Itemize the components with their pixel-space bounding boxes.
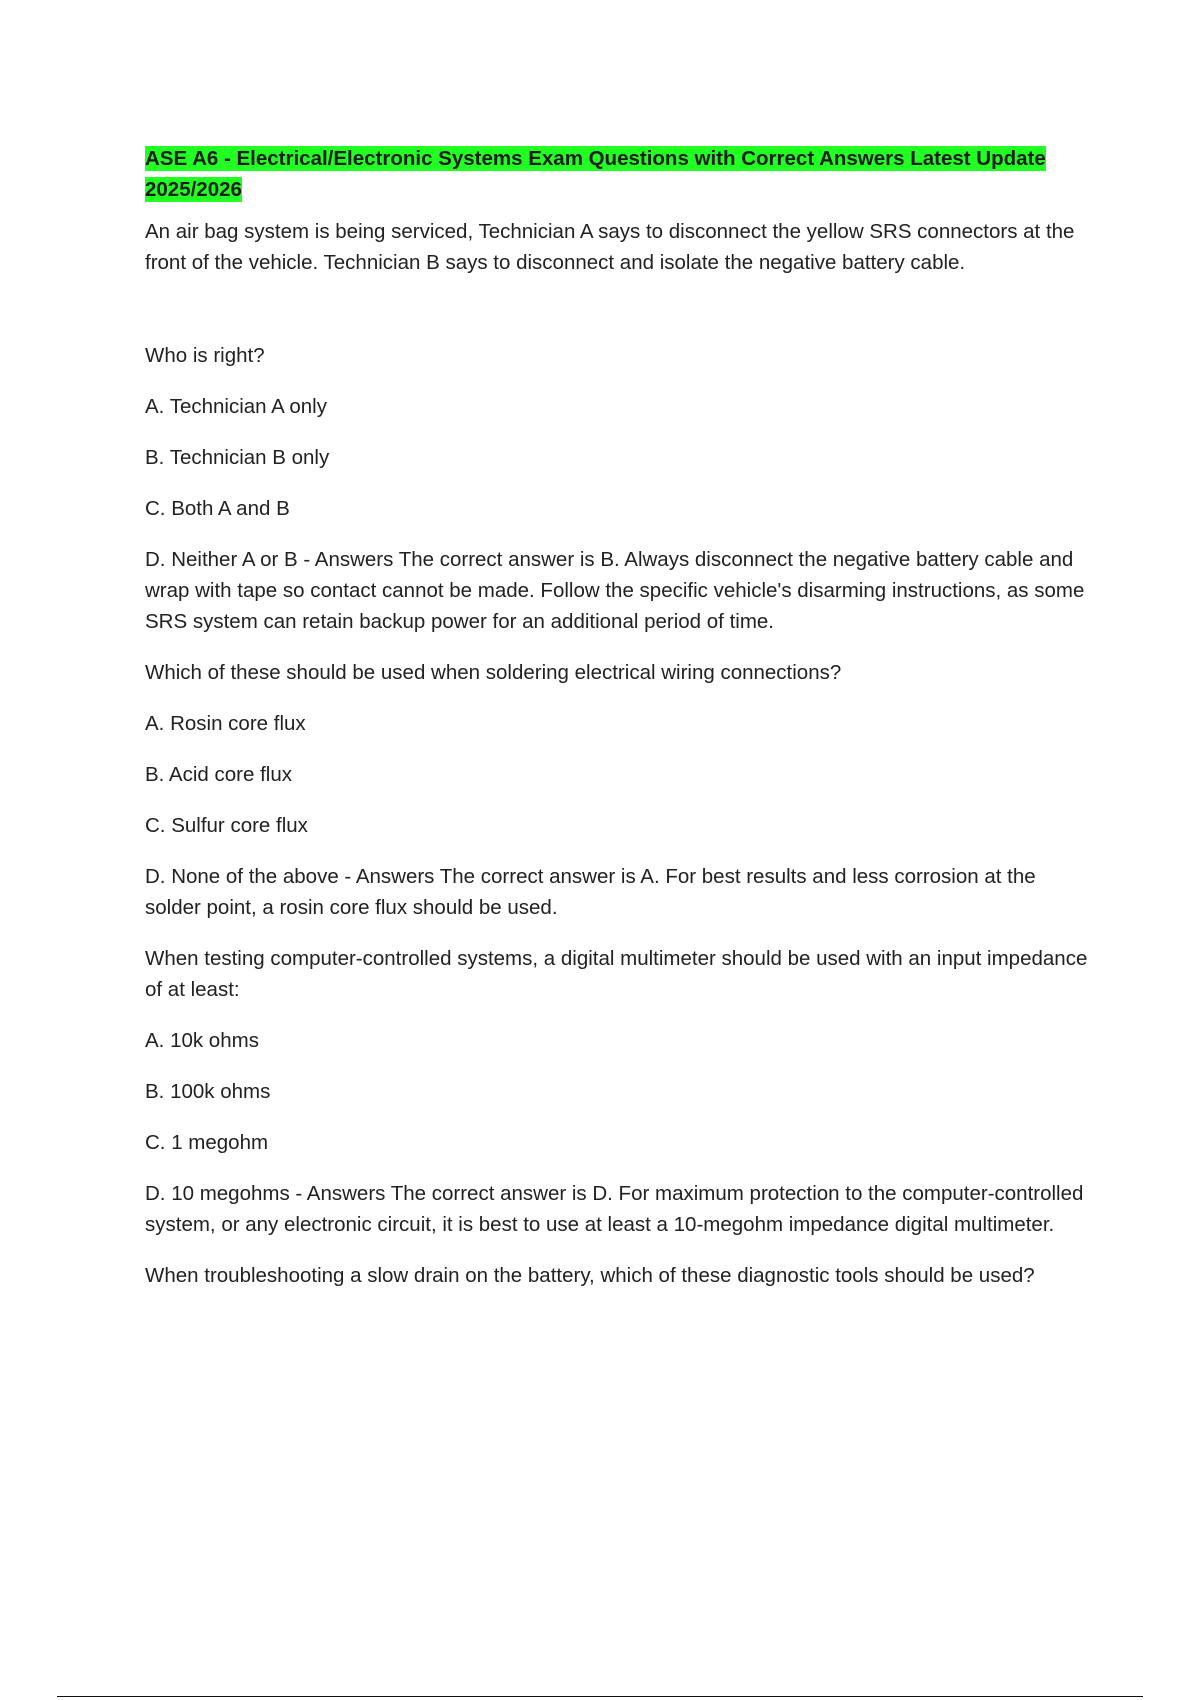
question-1-stem: An air bag system is being serviced, Technician A says to disconnect the yellow SRS connectors at the front of the vehicle. Technician B says to disconnect and isolate the negative battery cable. <box>145 220 1075 274</box>
question-1-option-b: B. Technician B only <box>145 446 330 469</box>
document-page <box>145 143 1090 1311</box>
question-1-prompt: Who is right? <box>145 344 265 367</box>
question-2-option-c: C. Sulfur core flux <box>145 814 308 837</box>
question-2-option-b: B. Acid core flux <box>145 763 292 786</box>
question-3-option-d-answer: D. 10 megohms - Answers The correct answer is D. For maximum protection to the computer-controlled system, or any electronic circuit, it is best to use at least a 10-megohm impedance digital multimeter. <box>145 1182 1084 1236</box>
question-4-stem: When troubleshooting a slow drain on the battery, which of these diagnostic tools should be used? <box>145 1264 1035 1287</box>
question-3-option-b: B. 100k ohms <box>145 1080 271 1103</box>
question-1-option-c: C. Both A and B <box>145 497 290 520</box>
question-3-option-a: A. 10k ohms <box>145 1029 259 1052</box>
question-3-stem: When testing computer-controlled systems, a digital multimeter should be used with an input impedance of at least: <box>145 947 1088 1001</box>
page-footer-rule <box>57 1696 1143 1697</box>
question-2-option-a: A. Rosin core flux <box>145 712 306 735</box>
question-2-stem: Which of these should be used when soldering electrical wiring connections? <box>145 661 842 684</box>
question-3-option-c: C. 1 megohm <box>145 1131 269 1154</box>
question-2-option-d-answer: D. None of the above - Answers The correct answer is A. For best results and less corrosion at the solder point, a rosin core flux should be used. <box>145 865 1036 919</box>
question-1-option-d-answer: D. Neither A or B - Answers The correct answer is B. Always disconnect the negative battery cable and wrap with tape so contact cannot be made. Follow the specific vehicle's disarming instructions, as some SRS system can retain backup power for an additional period of time. <box>145 548 1085 633</box>
document-title <box>145 143 1090 205</box>
question-1-option-a: A. Technician A only <box>145 395 327 418</box>
title-highlight: ASE A6 - Electrical/Electronic Systems Exam Questions with Correct Answers Latest Update 2025/2026 <box>145 147 1046 201</box>
